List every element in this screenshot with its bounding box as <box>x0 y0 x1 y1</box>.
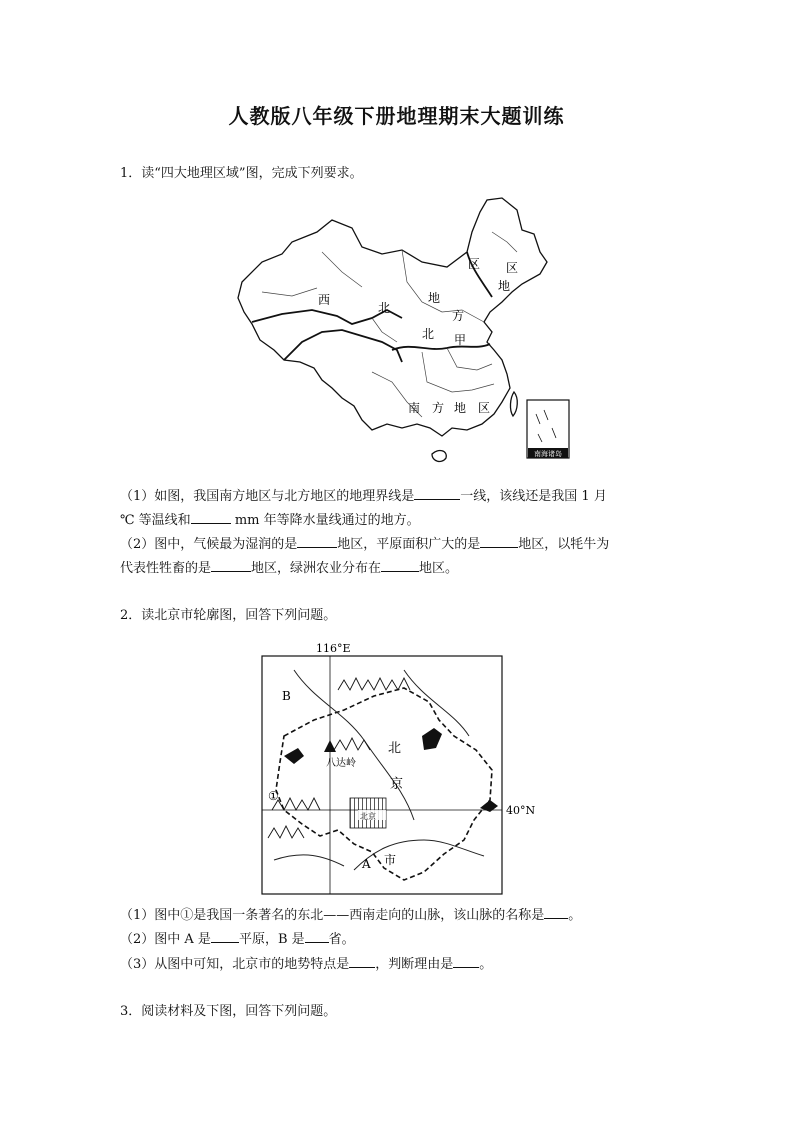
q1-part1-line2: ℃ 等温线和 mm 年等降水量线通过的地方。 <box>120 513 420 528</box>
question-2-stem: 2．读北京市轮廓图，回答下列问题。 <box>120 608 337 623</box>
province-line <box>322 252 362 287</box>
q2-part1: （1）图中①是我国一条著名的东北——西南走向的山脉，该山脉的名称是 。 <box>120 908 582 923</box>
province-line <box>447 348 492 370</box>
map-label-city: 北京 <box>360 812 376 821</box>
map-label-jing: 京 <box>390 777 404 792</box>
answer-blank[interactable] <box>211 559 251 572</box>
river-line <box>274 855 344 866</box>
question-3-stem: 3．阅读材料及下图，回答下列问题。 <box>120 1004 337 1019</box>
answer-blank[interactable] <box>211 930 239 943</box>
map-label-116e: 116°E <box>316 642 351 655</box>
map-label-bei: 北 <box>378 301 391 315</box>
map-label-40n: 40°N <box>506 804 536 817</box>
inset-label: 南海诸岛 <box>534 450 562 458</box>
beijing-boundary <box>276 688 492 880</box>
answer-blank[interactable] <box>453 955 479 968</box>
map-label-jia: 甲 <box>454 333 467 347</box>
province-line <box>492 232 517 252</box>
qinghai-tibet-boundary <box>284 330 402 362</box>
q1-part1-line1: （1）如图，我国南方地区与北方地区的地理界线是 一线，该线还是我国 1 月 <box>120 489 607 504</box>
map-label-fang2: 方 <box>432 401 445 415</box>
province-line <box>372 318 397 342</box>
map-label-bei: 北 <box>388 741 402 756</box>
q1-part2-line2: 代表性牲畜的是 地区，绿洲农业分布在 地区。 <box>120 561 459 576</box>
map-label-di: 地 <box>428 291 441 305</box>
qinling-huaihe-line <box>392 344 490 350</box>
map-label-nan: 南 <box>408 401 421 415</box>
map-label-qu3: 区 <box>478 401 491 415</box>
province-line <box>422 352 494 392</box>
hainan-island <box>432 451 446 462</box>
reservoir <box>284 748 304 764</box>
china-regions-map <box>222 192 582 474</box>
mountain-symbols <box>334 738 370 750</box>
map-label-badaling: 八达岭 <box>326 758 356 769</box>
answer-blank[interactable] <box>297 535 337 548</box>
china-outline <box>238 198 547 436</box>
answer-blank[interactable] <box>480 535 518 548</box>
map-label-xi: 西 <box>318 293 331 307</box>
answer-blank[interactable] <box>414 487 460 500</box>
reservoir <box>422 728 442 750</box>
map-label-b: B <box>282 689 291 703</box>
river-line <box>404 670 469 736</box>
q1-part2-line1: （2）图中，气候最为湿润的是 地区，平原面积广大的是 地区，以牦牛为 <box>120 537 610 552</box>
answer-blank[interactable] <box>544 906 568 919</box>
province-line <box>262 288 317 296</box>
answer-blank[interactable] <box>349 955 375 968</box>
badaling-marker <box>324 740 336 752</box>
mountain-symbols <box>268 826 304 838</box>
q2-part3: （3）从图中可知，北京市的地势特点是 ，判断理由是 。 <box>120 957 493 972</box>
answer-blank[interactable] <box>191 511 231 524</box>
map-label-qu2: 区 <box>506 261 519 275</box>
question-1-stem: 1．读“四大地理区域”图，完成下列要求。 <box>120 166 363 181</box>
map-label-circle-1: ① <box>268 789 279 803</box>
answer-blank[interactable] <box>305 930 329 943</box>
map-label-di2: 地 <box>498 279 511 293</box>
map-label-fang: 方 <box>452 309 465 323</box>
mountain-symbols <box>338 678 410 690</box>
answer-blank[interactable] <box>381 559 419 572</box>
q2-part2: （2）图中 A 是 平原，B 是 省。 <box>120 932 355 947</box>
map-label-di3: 地 <box>454 401 467 415</box>
map-label-bei2: 北 <box>422 327 435 341</box>
map-label-qu: 区 <box>468 257 481 271</box>
map-label-a: A <box>362 857 371 871</box>
taiwan-island <box>510 392 517 416</box>
map-label-shi: 市 <box>384 853 397 867</box>
map-frame <box>262 656 502 894</box>
beijing-outline-map <box>254 640 554 898</box>
page-title: 人教版八年级下册地理期末大题训练 <box>228 104 565 128</box>
